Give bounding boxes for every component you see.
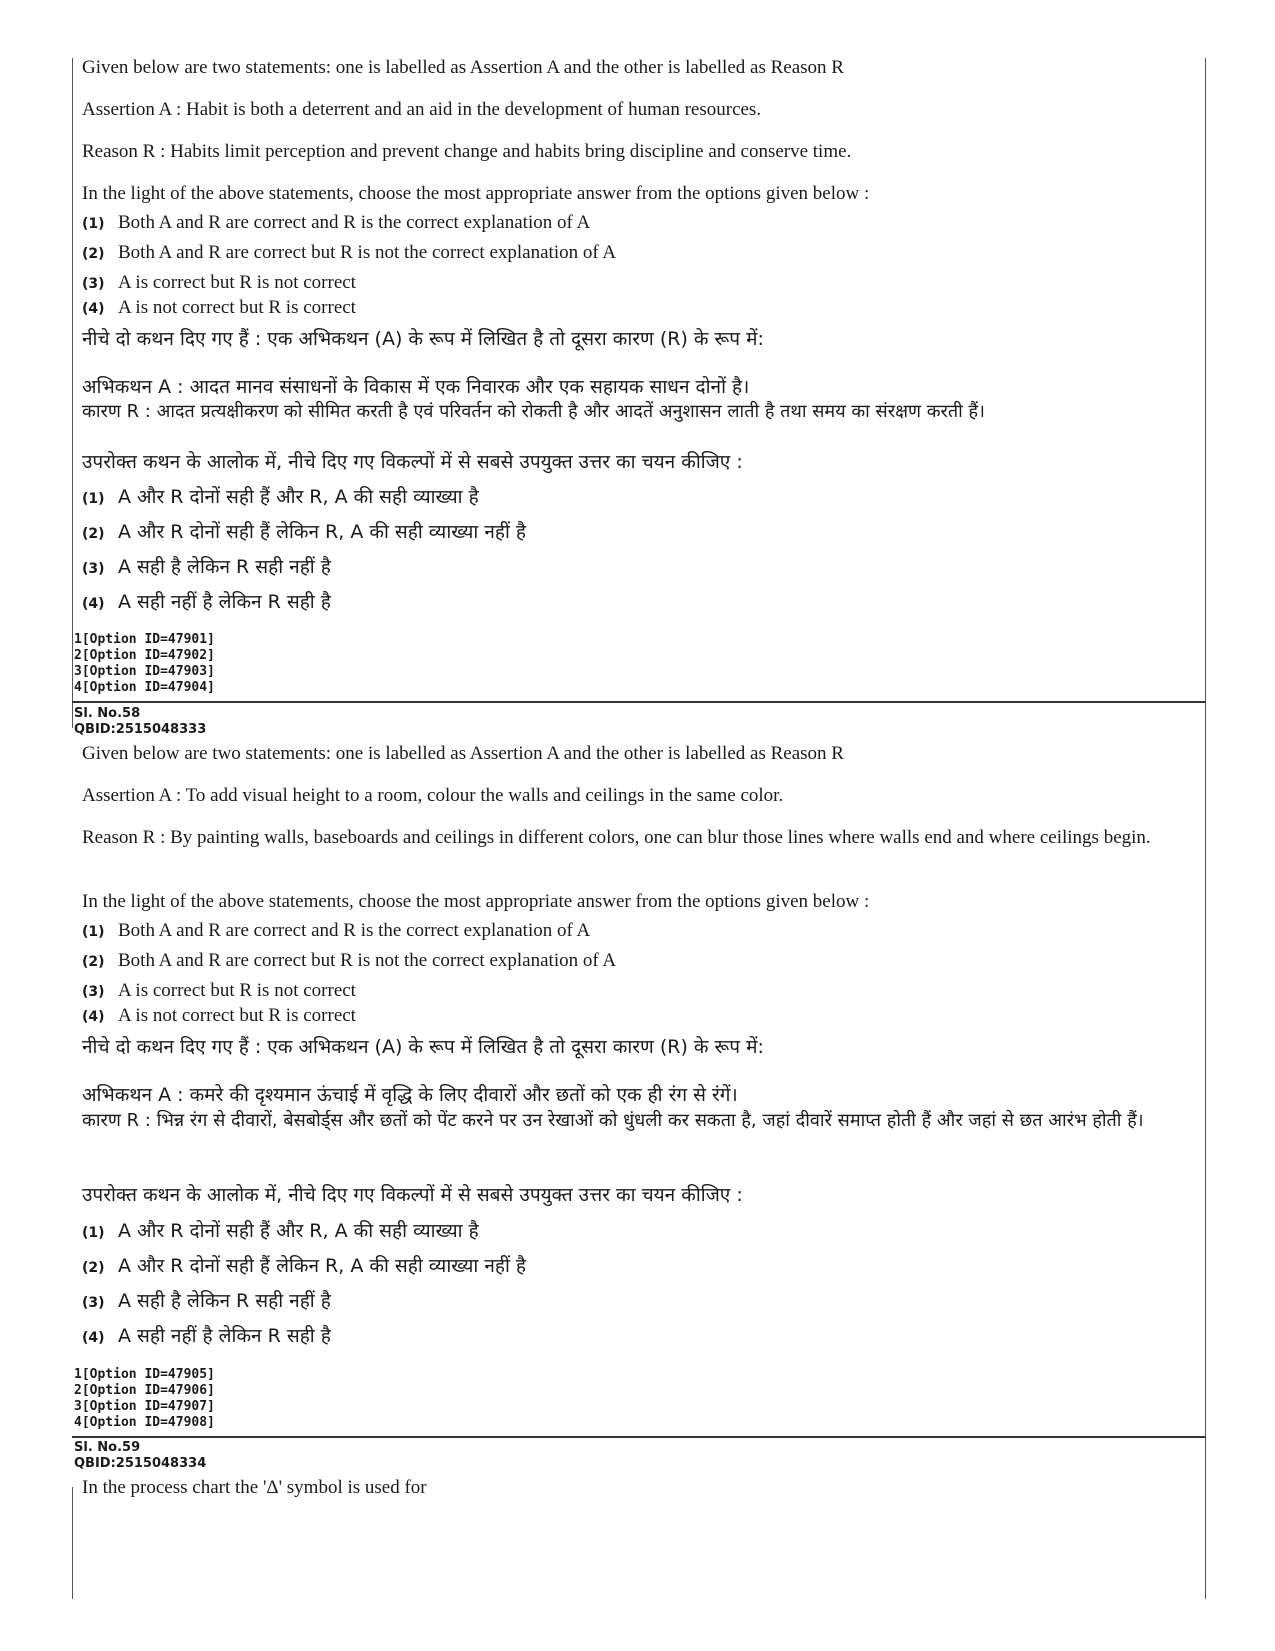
option-text: A is not correct but R is correct: [118, 297, 356, 318]
q57-hindi-reason: कारण R : आदत प्रत्यक्षीकरण को सीमित करती है एवं परिवर्तन को रोकती है और आदतें अनुशासन लाती है तथा समय का संरक्षण करती हैं।: [82, 401, 985, 422]
q58-option-ids: [74, 1367, 215, 1431]
q59-question: In the process chart the 'Δ' symbol is used for: [82, 1477, 427, 1498]
q58-intro: Given below are two statements: one is labelled as Assertion A and the other is labelled as Reason R: [82, 743, 844, 764]
option-number: (4): [82, 301, 105, 317]
q58-meta: [74, 706, 206, 738]
option-text: Both A and R are correct and R is the correct explanation of A: [118, 920, 591, 941]
option-text: Both A and R are correct and R is the correct explanation of A: [118, 212, 591, 233]
option-id: 2[Option ID=47902]: [74, 648, 215, 663]
option-number: (2): [82, 246, 105, 262]
q58-hindi-option-4: [82, 1323, 1195, 1351]
q58-option-3: [82, 979, 1195, 1004]
q57-hindi-assertion: अभिकथन A : आदत मानव संसाधनों के विकास में एक निवारक और एक सहायक साधन दोनों है।: [82, 376, 750, 398]
option-number: (2): [82, 1260, 105, 1276]
question-divider: [72, 1436, 1206, 1438]
option-text: A is not correct but R is correct: [118, 1005, 356, 1026]
q57-option-1: [82, 211, 1195, 236]
left-border: [72, 58, 73, 728]
option-number: (3): [82, 984, 105, 1000]
q58-hindi-intro: नीचे दो कथन दिए गए हैं : एक अभिकथन (A) के रूप में लिखित है तो दूसरा कारण (R) के रूप में:: [82, 1036, 764, 1058]
question-divider: [72, 701, 1206, 703]
q58-option-2: [82, 949, 1195, 974]
q57-hindi-option-1: [82, 484, 1195, 512]
option-number: (1): [82, 1225, 105, 1241]
q57-hindi-intro: नीचे दो कथन दिए गए हैं : एक अभिकथन (A) के रूप में लिखित है तो दूसरा कारण (R) के रूप में:: [82, 328, 764, 350]
option-text: A और R दोनों सही हैं और R, A की सही व्याख्या है: [118, 1220, 479, 1242]
option-id: 2[Option ID=47906]: [74, 1383, 215, 1398]
option-text: Both A and R are correct but R is not the correct explanation of A: [118, 950, 617, 971]
q57-hindi-option-2: [82, 519, 1195, 547]
option-text: Both A and R are correct but R is not the correct explanation of A: [118, 242, 617, 263]
q58-assertion: Assertion A : To add visual height to a room, colour the walls and ceilings in the same color.: [82, 785, 784, 806]
option-id: 4[Option ID=47904]: [74, 680, 215, 695]
q57-hindi-option-4: [82, 589, 1195, 617]
q57-instruction: In the light of the above statements, choose the most appropriate answer from the options given below :: [82, 183, 870, 204]
option-number: (1): [82, 216, 105, 232]
q58-hindi-instruction: उपरोक्त कथन के आलोक में, नीचे दिए गए विकल्पों में से सबसे उपयुक्त उत्तर का चयन कीजिए :: [82, 1184, 743, 1206]
option-text: A सही है लेकिन R सही नहीं है: [118, 1290, 331, 1312]
q58-instruction: In the light of the above statements, choose the most appropriate answer from the options given below :: [82, 891, 870, 912]
q58-reason: Reason R : By painting walls, baseboards and ceilings in different colors, one can blur those lines where walls end and where ceilings begin.: [82, 827, 1151, 848]
qbid: QBID:2515048334: [74, 1456, 207, 1471]
q57-reason: Reason R : Habits limit perception and prevent change and habits bring discipline and conserve time.: [82, 141, 852, 162]
q58-hindi-option-3: [82, 1288, 1195, 1316]
option-id: 1[Option ID=47901]: [74, 632, 215, 647]
serial-number: Sl. No.58: [74, 706, 141, 721]
option-text: A और R दोनों सही हैं और R, A की सही व्याख्या है: [118, 486, 479, 508]
option-id: 1[Option ID=47905]: [74, 1367, 215, 1382]
option-text: A और R दोनों सही हैं लेकिन R, A की सही व्याख्या नहीं है: [118, 521, 527, 543]
q57-intro: Given below are two statements: one is labelled as Assertion A and the other is labelled as Reason R: [82, 57, 844, 78]
option-text: A और R दोनों सही हैं लेकिन R, A की सही व्याख्या नहीं है: [118, 1255, 527, 1277]
q58-option-1: [82, 919, 1195, 944]
q57-option-4: [82, 296, 1195, 321]
q58-option-4: [82, 1004, 1195, 1029]
option-number: (3): [82, 561, 105, 577]
serial-number: Sl. No.59: [74, 1440, 141, 1455]
option-number: (2): [82, 954, 105, 970]
option-number: (1): [82, 491, 105, 507]
q58-hindi-assertion: अभिकथन A : कमरे की दृश्यमान ऊंचाई में वृद्धि के लिए दीवारों और छतों को एक ही रंग से रंगें।: [82, 1084, 738, 1106]
q57-option-3: [82, 271, 1195, 296]
option-number: (4): [82, 1009, 105, 1025]
option-text: A सही नहीं है लेकिन R सही है: [118, 1325, 331, 1347]
q57-hindi-instruction: उपरोक्त कथन के आलोक में, नीचे दिए गए विकल्पों में से सबसे उपयुक्त उत्तर का चयन कीजिए :: [82, 451, 743, 473]
right-border: [1205, 58, 1206, 1599]
left-border: [72, 1487, 73, 1599]
q57-assertion: Assertion A : Habit is both a deterrent and an aid in the development of human resources.: [82, 99, 762, 120]
q57-hindi-option-3: [82, 554, 1195, 582]
option-number: (3): [82, 276, 105, 292]
q57-option-2: [82, 241, 1195, 266]
option-id: 3[Option ID=47903]: [74, 664, 215, 679]
option-text: A सही है लेकिन R सही नहीं है: [118, 556, 331, 578]
option-number: (3): [82, 1295, 105, 1311]
option-number: (2): [82, 526, 105, 542]
option-number: (1): [82, 924, 105, 940]
option-number: (4): [82, 1330, 105, 1346]
q58-hindi-option-1: [82, 1218, 1195, 1246]
option-text: A सही नहीं है लेकिन R सही है: [118, 591, 331, 613]
option-number: (4): [82, 596, 105, 612]
option-id: 3[Option ID=47907]: [74, 1399, 215, 1414]
option-text: A is correct but R is not correct: [118, 272, 356, 293]
option-id: 4[Option ID=47908]: [74, 1415, 215, 1430]
q58-hindi-reason: कारण R : भिन्न रंग से दीवारों, बेसबोर्ड्स और छतों को पेंट करने पर उन रेखाओं को धुंधली कर सकता है, जहां दीवारें समाप्त होती हैं और जहां से छत आरंभ होती हैं।: [82, 1110, 1144, 1131]
q59-meta: [74, 1440, 206, 1472]
qbid: QBID:2515048333: [74, 722, 207, 737]
option-text: A is correct but R is not correct: [118, 980, 356, 1001]
q57-option-ids: [74, 632, 215, 696]
q58-hindi-option-2: [82, 1253, 1195, 1281]
